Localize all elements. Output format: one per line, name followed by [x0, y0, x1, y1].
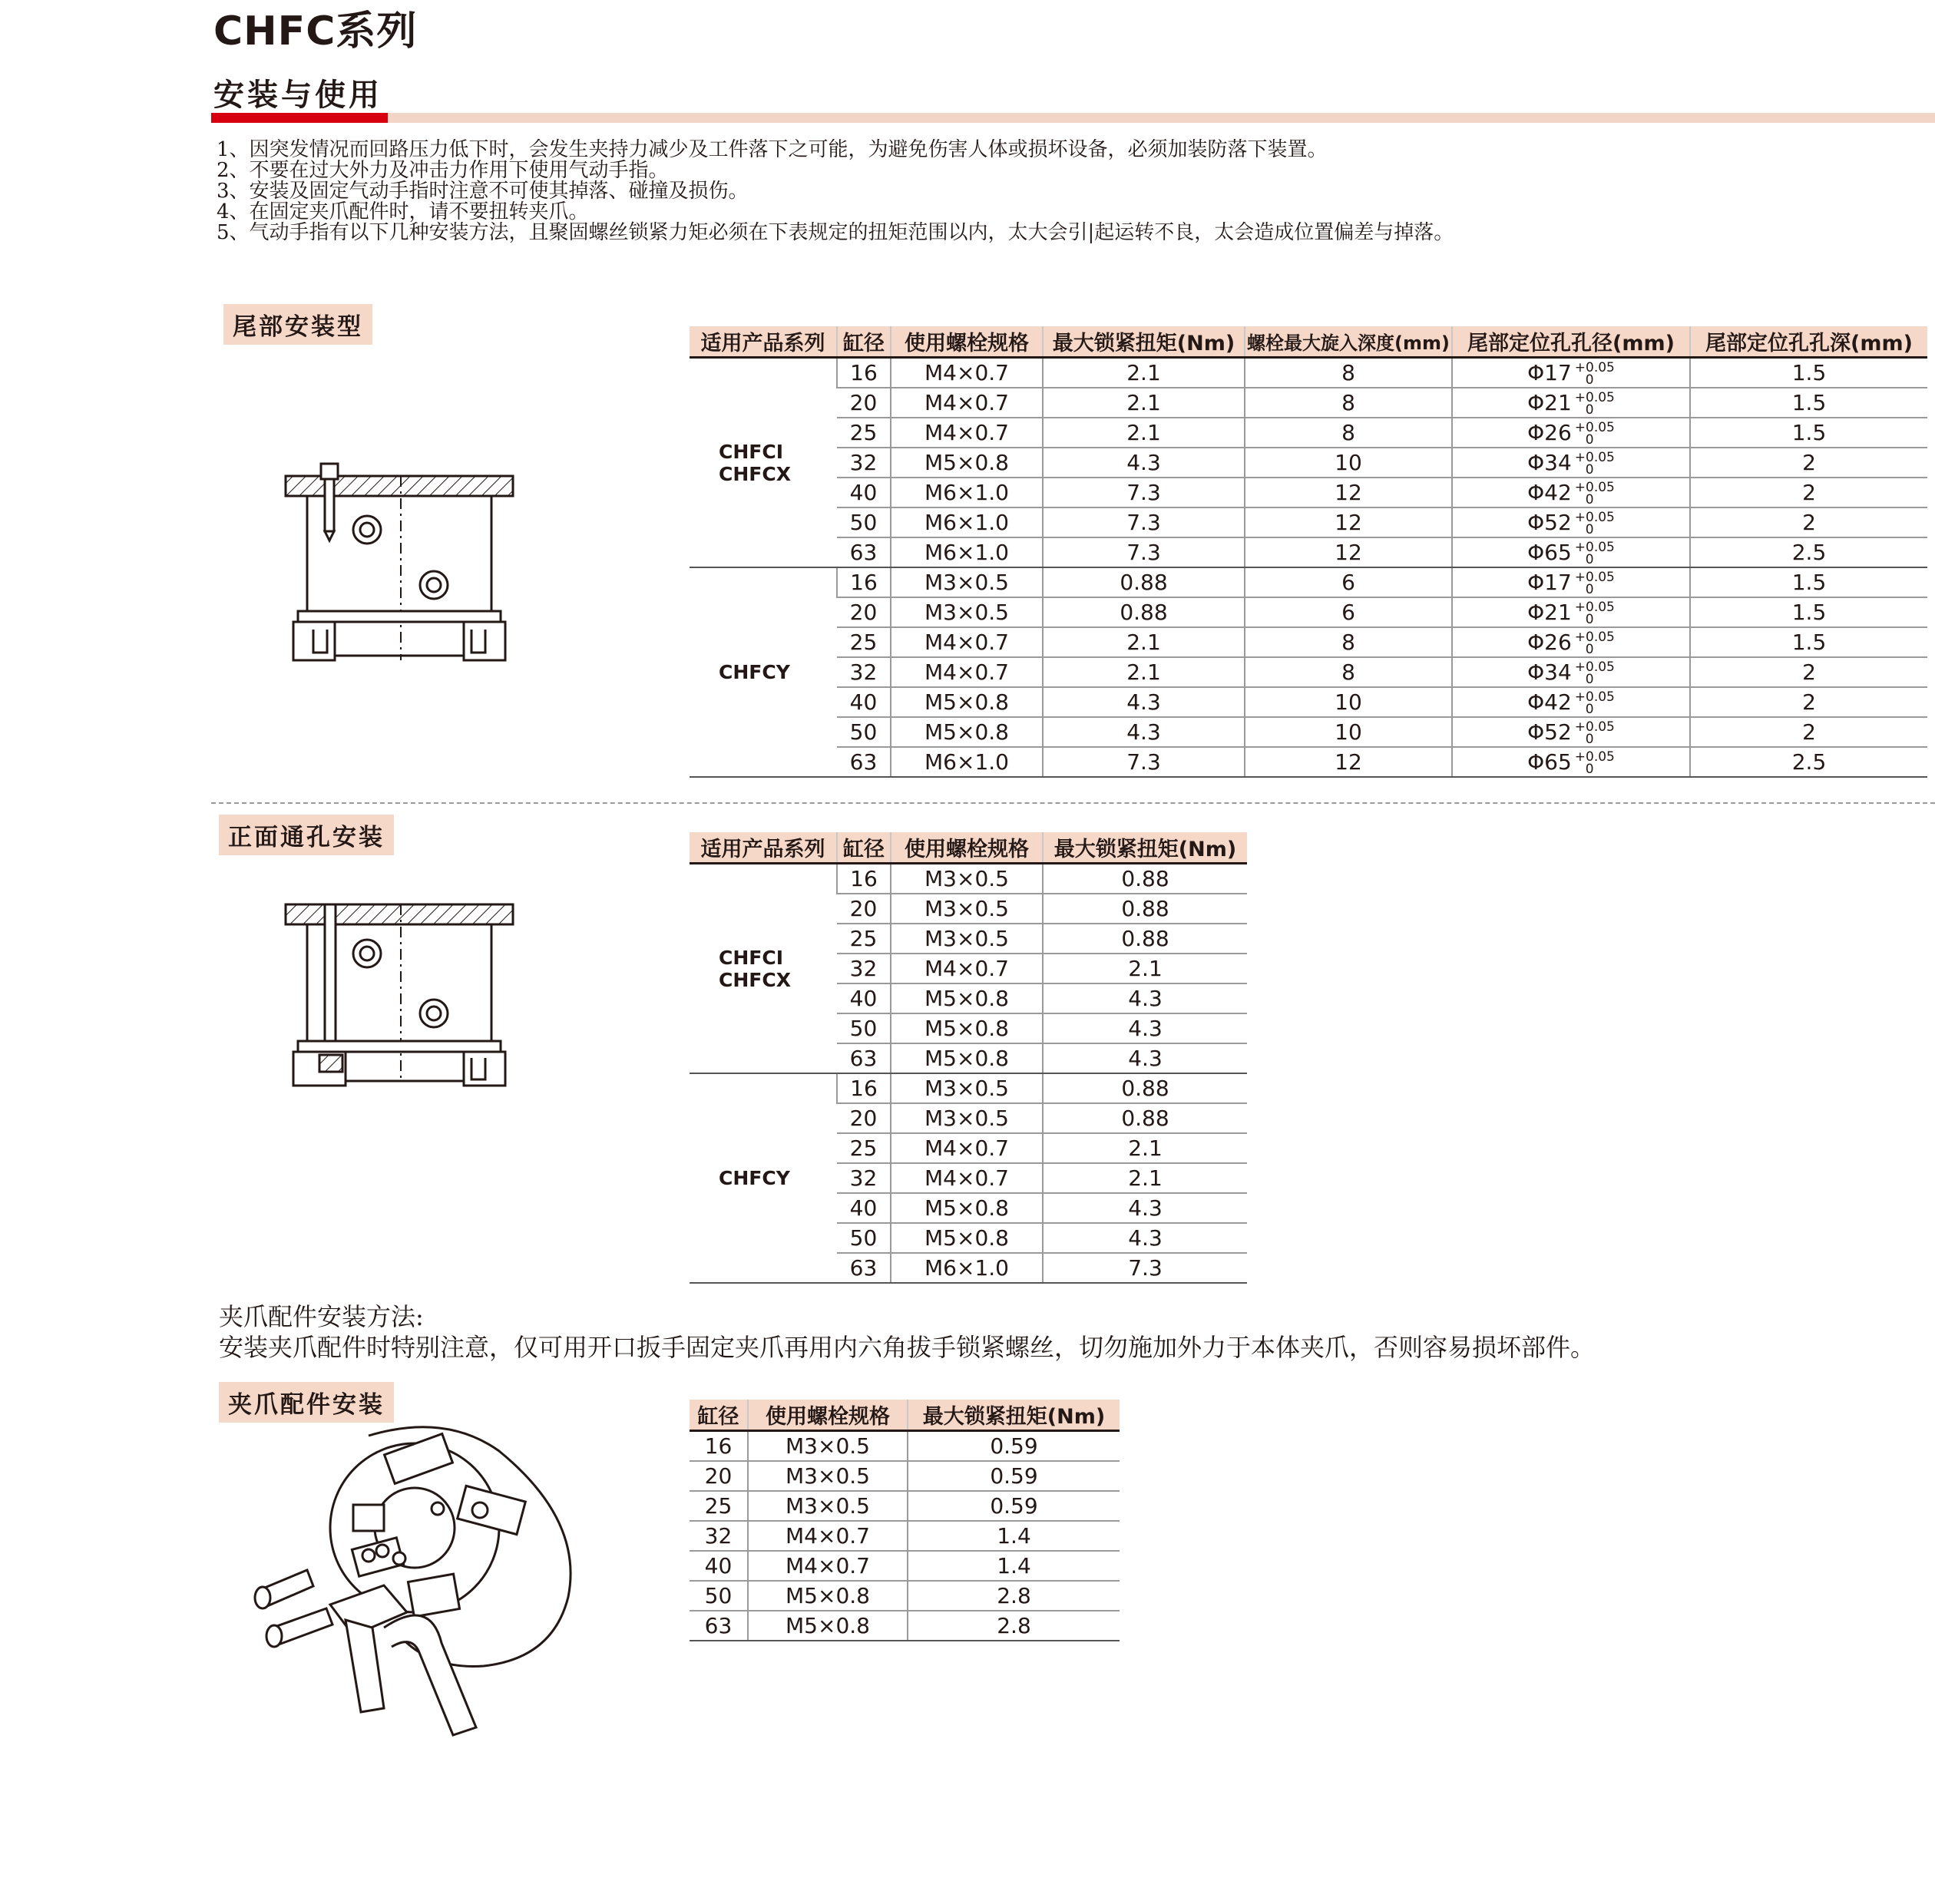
tail-mount-table-body: [690, 358, 1927, 778]
table-cell: 20: [837, 388, 891, 418]
table-cell: Φ34 +0.05 0: [1452, 657, 1690, 687]
table-header: 适用产品系列: [690, 832, 837, 864]
table-cell: 10: [1245, 717, 1452, 747]
table-cell: 2.1: [1043, 657, 1245, 687]
table-cell: 7.3: [1043, 747, 1245, 777]
table-cell: M4×0.7: [891, 358, 1043, 388]
front-mount-label: 正面通孔安装: [219, 815, 394, 855]
table-cell: 6: [1245, 597, 1452, 627]
table-header: 尾部定位孔孔深(mm): [1690, 326, 1927, 358]
table-row: [690, 418, 1927, 448]
table-cell: M6×1.0: [891, 478, 1043, 507]
tolerance-upper: +0.05: [1574, 569, 1615, 585]
table-cell: 25: [837, 627, 891, 657]
table-cell: 2.1: [1043, 388, 1245, 418]
series-name: CHFCX: [719, 968, 791, 991]
table-header: 使用螺栓规格: [891, 326, 1043, 358]
tolerance-upper: +0.05: [1574, 389, 1615, 405]
table-cell: 12: [1245, 478, 1452, 507]
table-cell: 8: [1245, 657, 1452, 687]
tolerance: [1575, 631, 1615, 656]
table-cell: M4×0.7: [748, 1521, 908, 1551]
table-cell: M3×0.5: [891, 597, 1043, 627]
tolerance-lower: 0: [1585, 671, 1594, 687]
table-cell: 10: [1245, 448, 1452, 478]
table-cell: 25: [837, 418, 891, 448]
table-header: 缸径: [690, 1400, 748, 1431]
table-cell: 8: [1245, 627, 1452, 657]
table-cell: M5×0.8: [748, 1611, 908, 1641]
table-cell: 2.1: [1043, 358, 1245, 388]
table-header: 最大锁紧扭矩(Nm): [1043, 832, 1247, 864]
tolerance: [1575, 661, 1615, 686]
table-cell: 2.5: [1690, 537, 1927, 567]
tail-mount-label: 尾部安装型: [223, 304, 372, 345]
table-cell: M5×0.8: [891, 448, 1043, 478]
table-cell: 4.3: [1043, 983, 1247, 1013]
table-cell: Φ17 +0.05 0: [1452, 567, 1690, 597]
tolerance-upper: +0.05: [1574, 359, 1615, 375]
tolerance: [1575, 421, 1615, 446]
section-underline-accent: [211, 113, 388, 123]
table-row: [690, 567, 1927, 597]
table-cell: 40: [837, 478, 891, 507]
table-cell: Φ65 +0.05 0: [1452, 747, 1690, 777]
table-row: [690, 657, 1927, 687]
table-cell: 32: [837, 954, 891, 983]
front-mount-table: [690, 832, 1247, 1284]
table-cell: Φ21 +0.05 0: [1452, 388, 1690, 418]
table-cell: 2.1: [1043, 1163, 1247, 1193]
table-cell: 25: [837, 924, 891, 954]
table-cell: 0.88: [1043, 1103, 1247, 1133]
table-cell: 4.3: [1043, 687, 1245, 717]
series-cell: [690, 567, 837, 777]
table-cell: 12: [1245, 507, 1452, 537]
tolerance-lower: 0: [1585, 551, 1594, 567]
tolerance-lower: 0: [1585, 701, 1594, 717]
table-header: 使用螺栓规格: [748, 1400, 908, 1431]
tolerance-lower: 0: [1585, 461, 1594, 478]
table-cell: Φ17 +0.05 0: [1452, 358, 1690, 388]
table-cell: 7.3: [1043, 478, 1245, 507]
table-row: [690, 388, 1927, 418]
table-cell: 2.1: [1043, 1133, 1247, 1163]
table-cell: 32: [837, 448, 891, 478]
table-cell: M5×0.8: [891, 1013, 1043, 1043]
table-cell: 12: [1245, 747, 1452, 777]
table-row: [690, 358, 1927, 388]
tolerance-lower: 0: [1585, 431, 1594, 448]
note-item: 4、在固定夹爪配件时，请不要扭转夹爪。: [217, 200, 589, 223]
table-cell: Φ26 +0.05 0: [1452, 418, 1690, 448]
jaw-mount-table-body: [690, 1431, 1120, 1641]
table-cell: 16: [837, 1073, 891, 1103]
table-cell: M5×0.8: [748, 1581, 908, 1611]
table-row: [690, 537, 1927, 567]
tolerance: [1575, 511, 1615, 536]
table-cell: M3×0.5: [891, 924, 1043, 954]
table-cell: 0.88: [1043, 1073, 1247, 1103]
table-cell: 25: [837, 1133, 891, 1163]
tolerance-upper: +0.05: [1574, 719, 1615, 735]
tolerance: [1574, 359, 1615, 388]
table-cell: M3×0.5: [748, 1461, 908, 1491]
table-cell: 63: [837, 537, 891, 567]
table-cell: 2: [1690, 448, 1927, 478]
table-cell: Φ52 +0.05 0: [1452, 507, 1690, 537]
tolerance: [1574, 389, 1615, 418]
table-cell: 2.1: [1043, 418, 1245, 448]
table-cell: M5×0.8: [891, 1223, 1043, 1253]
table-cell: 10: [1245, 687, 1452, 717]
note-item: 2、不要在过大外力及冲击力作用下使用气动手指。: [217, 159, 669, 182]
jaw-install-heading: 夹爪配件安装方法:: [219, 1302, 424, 1331]
table-cell: M4×0.7: [891, 1163, 1043, 1193]
table-cell: M6×1.0: [891, 1253, 1043, 1283]
table-cell: 1.5: [1690, 627, 1927, 657]
table-cell: M3×0.5: [891, 864, 1043, 894]
table-cell: Φ34 +0.05 0: [1452, 448, 1690, 478]
tail-mount-drawing: [276, 453, 522, 683]
table-cell: 4.3: [1043, 1193, 1247, 1223]
table-cell: M4×0.7: [891, 954, 1043, 983]
series-name: CHFCI: [719, 440, 783, 463]
tolerance-upper: +0.05: [1574, 689, 1615, 705]
table-cell: 50: [837, 1013, 891, 1043]
table-cell: M5×0.8: [891, 687, 1043, 717]
tolerance: [1575, 721, 1615, 745]
section-divider: [211, 802, 1935, 804]
table-cell: 2.5: [1690, 747, 1927, 777]
table-row: [690, 507, 1927, 537]
table-cell: 0.59: [908, 1461, 1120, 1491]
tolerance-upper: +0.05: [1574, 539, 1615, 555]
table-cell: M3×0.5: [748, 1491, 908, 1521]
table-cell: 0.59: [908, 1491, 1120, 1521]
table-cell: M4×0.7: [891, 657, 1043, 687]
jaw-mount-table: [690, 1400, 1120, 1641]
table-cell: 2.8: [908, 1611, 1120, 1641]
table-row: [690, 864, 1247, 894]
tolerance-upper: +0.05: [1574, 449, 1615, 465]
table-cell: 8: [1245, 418, 1452, 448]
table-cell: 16: [837, 567, 891, 597]
tail-mount-table: [690, 326, 1927, 778]
table-cell: M3×0.5: [891, 1073, 1043, 1103]
jaw-mount-label: 夹爪配件安装: [219, 1382, 394, 1423]
table-header: 最大锁紧扭矩(Nm): [1043, 326, 1245, 358]
table-cell: 0.88: [1043, 924, 1247, 954]
table-cell: 2.8: [908, 1581, 1120, 1611]
tolerance-lower: 0: [1585, 641, 1594, 657]
table-header: 最大锁紧扭矩(Nm): [908, 1400, 1120, 1431]
tolerance-upper: +0.05: [1574, 749, 1615, 765]
page-title: CHFC系列: [213, 8, 418, 55]
table-cell: M5×0.8: [891, 1043, 1043, 1073]
table-row: [690, 627, 1927, 657]
table-header: 螺栓最大旋入深度(mm): [1245, 326, 1452, 358]
series-cell: [690, 1073, 837, 1283]
table-cell: M3×0.5: [748, 1431, 908, 1462]
table-cell: 63: [837, 747, 891, 777]
table-cell: 2: [1690, 657, 1927, 687]
table-cell: 0.88: [1043, 597, 1245, 627]
table-cell: 16: [837, 358, 891, 388]
table-cell: 1.5: [1690, 567, 1927, 597]
tolerance-lower: 0: [1585, 731, 1594, 747]
series-name: CHFCI: [719, 946, 783, 969]
table-cell: 1.5: [1690, 597, 1927, 627]
table-row: [690, 448, 1927, 478]
note-item: 5、气动手指有以下几种安装方法，且聚固螺丝锁紧力矩必须在下表规定的扭矩范围以内，太大会引|起运转不良，太会造成位置偏差与掉落。: [217, 221, 1454, 244]
table-row: [690, 1551, 1120, 1581]
table-cell: 40: [837, 1193, 891, 1223]
table-cell: Φ52 +0.05 0: [1452, 717, 1690, 747]
table-cell: 7.3: [1043, 1253, 1247, 1283]
note-item: 3、安装及固定气动手指时注意不可使其掉落、碰撞及损伤。: [217, 180, 749, 203]
series-cell: [690, 358, 837, 568]
table-cell: Φ42 +0.05 0: [1452, 478, 1690, 507]
series-name: CHFCY: [719, 661, 790, 683]
table-row: [690, 747, 1927, 777]
table-cell: 20: [837, 1103, 891, 1133]
tolerance: [1575, 691, 1615, 716]
series-name: CHFCY: [719, 1167, 790, 1189]
tolerance-lower: 0: [1585, 611, 1594, 627]
front-mount-drawing: [276, 898, 522, 1090]
table-cell: 4.3: [1043, 1223, 1247, 1253]
table-cell: 2.1: [1043, 627, 1245, 657]
table-cell: M4×0.7: [891, 418, 1043, 448]
usage-notes: [217, 140, 1454, 243]
table-cell: 63: [837, 1253, 891, 1283]
table-row: [690, 1073, 1247, 1103]
table-cell: 2: [1690, 717, 1927, 747]
table-header: 尾部定位孔孔径(mm): [1452, 326, 1690, 358]
series-name: CHFCX: [719, 462, 791, 485]
table-cell: M5×0.8: [891, 1193, 1043, 1223]
series-cell: [690, 864, 837, 1074]
table-cell: 50: [837, 507, 891, 537]
table-cell: 50: [837, 1223, 891, 1253]
table-cell: 4.3: [1043, 1013, 1247, 1043]
table-cell: M6×1.0: [891, 507, 1043, 537]
tolerance: [1575, 541, 1615, 566]
table-cell: 2: [1690, 507, 1927, 537]
jaw-install-instructions: [219, 1301, 1595, 1363]
table-cell: 32: [837, 657, 891, 687]
table-cell: 63: [837, 1043, 891, 1073]
table-cell: 12: [1245, 537, 1452, 567]
table-cell: M4×0.7: [748, 1551, 908, 1581]
tolerance-upper: +0.05: [1574, 599, 1615, 615]
table-row: [690, 478, 1927, 507]
table-cell: M4×0.7: [891, 627, 1043, 657]
table-cell: 8: [1245, 358, 1452, 388]
table-row: [690, 1461, 1120, 1491]
tolerance-lower: 0: [1585, 402, 1594, 418]
table-row: [690, 1521, 1120, 1551]
tolerance-lower: 0: [1585, 491, 1594, 507]
tolerance: [1575, 601, 1615, 626]
front-mount-table-body: [690, 864, 1247, 1284]
table-cell: 8: [1245, 388, 1452, 418]
table-cell: 20: [837, 597, 891, 627]
table-row: [690, 1581, 1120, 1611]
table-cell: 40: [837, 687, 891, 717]
table-cell: 50: [837, 717, 891, 747]
table-cell: Φ65 +0.05 0: [1452, 537, 1690, 567]
tolerance-upper: +0.05: [1574, 629, 1615, 645]
table-cell: 2: [1690, 687, 1927, 717]
table-cell: 2.1: [1043, 954, 1247, 983]
tolerance-lower: 0: [1585, 521, 1594, 537]
table-cell: Φ26 +0.05 0: [1452, 627, 1690, 657]
table-cell: 32: [837, 1163, 891, 1193]
table-cell: 7.3: [1043, 537, 1245, 567]
table-cell: 2: [1690, 478, 1927, 507]
table-cell: 40: [837, 983, 891, 1013]
tolerance-upper: +0.05: [1574, 479, 1615, 495]
table-cell: 63: [690, 1611, 748, 1641]
tolerance: [1575, 571, 1615, 596]
table-cell: 0.88: [1043, 894, 1247, 924]
table-cell: M3×0.5: [891, 1103, 1043, 1133]
table-cell: Φ42 +0.05 0: [1452, 687, 1690, 717]
section-title: 安装与使用: [213, 78, 382, 113]
table-cell: M3×0.5: [891, 894, 1043, 924]
table-row: [690, 717, 1927, 747]
table-cell: 1.5: [1690, 358, 1927, 388]
table-cell: 4.3: [1043, 717, 1245, 747]
table-cell: 0.59: [908, 1431, 1120, 1462]
table-cell: 4.3: [1043, 448, 1245, 478]
table-row: [690, 597, 1927, 627]
table-cell: 50: [690, 1581, 748, 1611]
table-cell: 40: [690, 1551, 748, 1581]
table-header: 缸径: [837, 832, 891, 864]
tolerance: [1575, 751, 1615, 775]
tolerance: [1575, 451, 1615, 476]
table-cell: 7.3: [1043, 507, 1245, 537]
table-cell: 0.88: [1043, 864, 1247, 894]
tolerance-upper: +0.05: [1574, 509, 1615, 525]
table-row: [690, 687, 1927, 717]
jaw-accessory-drawing: [230, 1405, 614, 1743]
table-cell: 4.3: [1043, 1043, 1247, 1073]
table-cell: 1.5: [1690, 418, 1927, 448]
table-header: 适用产品系列: [690, 326, 837, 358]
table-header: 缸径: [837, 326, 891, 358]
table-cell: 25: [690, 1491, 748, 1521]
tolerance-lower: 0: [1585, 761, 1594, 777]
table-cell: M5×0.8: [891, 983, 1043, 1013]
section-underline-band: [388, 113, 1935, 123]
table-row: [690, 1611, 1120, 1641]
tolerance-upper: +0.05: [1574, 659, 1615, 675]
table-cell: 20: [837, 894, 891, 924]
tolerance-upper: +0.05: [1574, 419, 1615, 435]
table-cell: 0.88: [1043, 567, 1245, 597]
table-cell: 1.4: [908, 1521, 1120, 1551]
table-cell: M6×1.0: [891, 537, 1043, 567]
table-cell: M3×0.5: [891, 567, 1043, 597]
table-header: 使用螺栓规格: [891, 832, 1043, 864]
table-cell: 20: [690, 1461, 748, 1491]
table-cell: 32: [690, 1521, 748, 1551]
tolerance-lower: 0: [1585, 581, 1594, 597]
tolerance-lower: 0: [1585, 372, 1594, 388]
table-cell: M5×0.8: [891, 717, 1043, 747]
tolerance: [1575, 481, 1615, 506]
jaw-install-description: 安装夹爪配件时特别注意，仅可用开口扳手固定夹爪再用内六角拔手锁紧螺丝，切勿施加外力于本体夹爪，否则容易损坏部件。: [219, 1333, 1596, 1362]
table-cell: M4×0.7: [891, 388, 1043, 418]
table-cell: 16: [690, 1431, 748, 1462]
note-item: 1、因突发情况而回路压力低下时，会发生夹持力减少及工件落下之可能，为避免伤害人体或损坏设备，必须加装防落下装置。: [217, 138, 1328, 161]
table-cell: M6×1.0: [891, 747, 1043, 777]
table-cell: 1.4: [908, 1551, 1120, 1581]
table-cell: 6: [1245, 567, 1452, 597]
table-row: [690, 1431, 1120, 1462]
table-row: [690, 1491, 1120, 1521]
table-cell: 16: [837, 864, 891, 894]
table-cell: Φ21 +0.05 0: [1452, 597, 1690, 627]
table-cell: 1.5: [1690, 388, 1927, 418]
table-cell: M4×0.7: [891, 1133, 1043, 1163]
